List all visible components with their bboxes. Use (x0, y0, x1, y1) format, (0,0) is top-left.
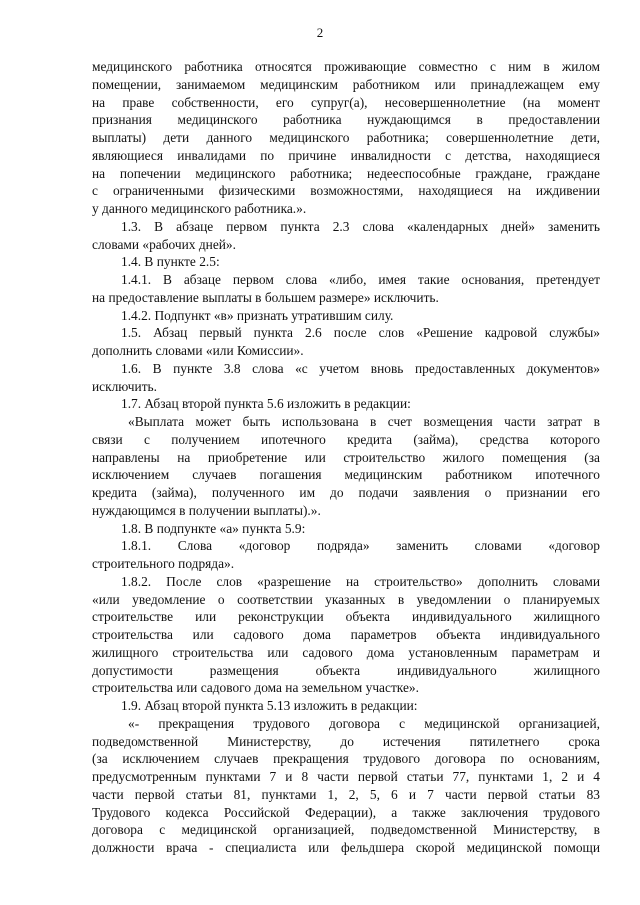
text-line: строительства или садового дома на земельном участке». (92, 680, 419, 696)
text-line: части первой статьи 81, пунктами 1, 2, 5, 6 и 7 части первой статьи 83 (92, 786, 600, 802)
text-line: на предоставление выплаты в большем размере» исключить. (92, 289, 439, 305)
text-line: выплаты) дети данного медицинского работника; совершеннолетние дети, (92, 130, 600, 145)
text-line: подведомственной Министерству, до истечения пятилетнего срока (92, 733, 600, 749)
text-line: медицинского работника относятся проживающие совместно с ним в жилом (92, 59, 600, 74)
document-body (92, 58, 600, 857)
text-line: строительстве или реконструкции объекта индивидуального жилищного (92, 609, 600, 625)
text-line: 1.9. Абзац второй пункта 5.13 изложить в редакции: (121, 698, 418, 713)
text-line: кредита (займа), полученного им до подачи заявления о признании его (92, 485, 600, 500)
text-line: допустимости размещения объекта индивидуального жилищного (92, 662, 600, 678)
text-line: словами «рабочих дней». (92, 236, 236, 252)
text-line: «или уведомление о соответствии указанных в уведомлении о планируемых (92, 591, 600, 607)
text-line: помещении, занимаемом медицинским работником или принадлежащем ему (92, 76, 600, 92)
text-line: жилищного строительства или садового дома установленным параметрам и (92, 644, 600, 660)
text-line: договора с медицинской организацией, подведомственной Министерству, в (92, 822, 600, 838)
text-line: связи с получением ипотечного кредита (займа), средства которого (92, 431, 600, 447)
text-line: Трудового кодекса Российской Федерации), а также заключения трудового (92, 804, 600, 820)
text-line: должности врача - специалиста или фельдшера скорой медицинской помощи (92, 840, 600, 855)
text-line: (за исключением случаев прекращения трудового договора по основаниям, (92, 751, 600, 767)
text-line: на попечении медицинского работника; недееспособные граждане, граждане (92, 165, 600, 181)
text-line: 1.8.2. После слов «разрешение на строительство» дополнить словами (121, 573, 600, 589)
text-line: у данного медицинского работника.». (92, 201, 307, 216)
text-line: строительного подряда». (92, 556, 235, 571)
text-line: предусмотренным пунктами 7 и 8 части первой статьи 77, пунктами 1, 2 и 4 (92, 769, 600, 784)
text-line: на праве собственности, его супруг(а), несовершеннолетние (на момент (92, 94, 600, 110)
text-line: исключить. (92, 378, 157, 394)
text-line: нуждающимся в получении выплаты).». (92, 502, 321, 518)
text-line: 1.4. В пункте 2.5: (121, 254, 220, 270)
text-line: исключением случаев погашения медицинским работником ипотечного (92, 467, 600, 483)
text-line: являющиеся инвалидами по причине инвалидности с детства, находящиеся (92, 147, 600, 163)
page-number: 2 (316, 25, 324, 40)
text-line: с ограниченными физическими возможностями, находящиеся на иждивении (92, 183, 600, 199)
text-line: строительства или садового дома параметров объекта индивидуального (92, 627, 600, 642)
text-line: «Выплата может быть использована в счет возмещения части затрат в (128, 414, 600, 429)
text-line: 1.8.1. Слова «договор подряда» заменить словами «договор (121, 538, 600, 554)
text-line: 1.7. Абзац второй пункта 5.6 изложить в редакции: (121, 396, 411, 412)
text-line: направлены на приобретение или строительство жилого помещения (за (92, 449, 600, 465)
text-line: 1.3. В абзаце первом пункта 2.3 слова «календарных дней» заменить (121, 218, 600, 234)
text-line: признания медицинского работника нуждающимся в предоставлении (92, 112, 600, 128)
text-line: 1.4.1. В абзаце первом слова «либо, имея такие основания, претендует (121, 272, 600, 287)
text-line: 1.6. В пункте 3.8 слова «с учетом вновь предоставленных документов» (121, 360, 600, 376)
text-line: 1.8. В подпункте «а» пункта 5.9: (121, 520, 306, 536)
text-line: 1.5. Абзац первый пункта 2.6 после слов «Решение кадровой службы» (121, 325, 600, 341)
text-line: дополнить словами «или Комиссии». (92, 343, 304, 358)
text-line: 1.4.2. Подпункт «в» признать утратившим силу. (121, 307, 394, 323)
text-line: «- прекращения трудового договора с медицинской организацией, (128, 715, 600, 731)
